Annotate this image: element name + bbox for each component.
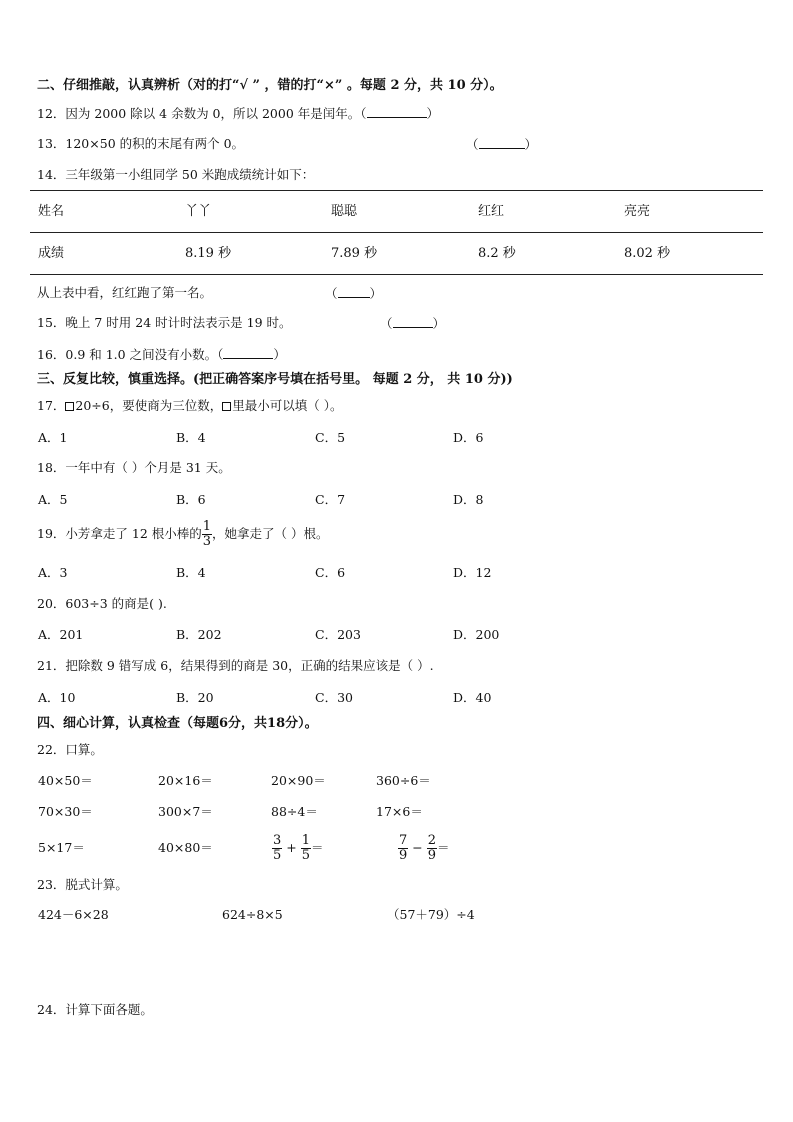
option-d[interactable]: D．12 <box>453 565 492 580</box>
question-21: 21．把除数 9 错写成 6，结果得到的商是 30，正确的结果应该是（ ）. <box>37 658 434 673</box>
fraction <box>427 834 437 863</box>
step-calc-problem: 624÷8×5 <box>222 907 283 922</box>
table-cell: 成绩 <box>38 246 65 261</box>
step-calc-problem: 424－6×28 <box>38 907 109 922</box>
option-b[interactable]: B．202 <box>176 627 222 642</box>
equals-sign: ＝ <box>311 840 324 855</box>
table-cell: 8.2 秒 <box>478 246 516 261</box>
answer-blank[interactable] <box>367 105 427 118</box>
question-16-text: 16．0.9 和 1.0 之间没有小数。（ <box>37 347 224 362</box>
blank-box-icon <box>222 402 231 411</box>
paren-open: （ <box>325 286 338 301</box>
question-15-answer <box>380 315 445 332</box>
fraction-numerator: 1 <box>301 833 311 848</box>
paren-close: ） <box>432 316 446 331</box>
question-12 <box>37 105 439 122</box>
fraction-denominator: 5 <box>273 848 282 863</box>
question-17-text-2: 里最小可以填（ ）。 <box>232 398 343 413</box>
paren-open: （ <box>380 316 393 331</box>
equals-sign: ＝ <box>437 840 450 855</box>
question-20: 20．603÷3 的商是( ). <box>37 596 167 611</box>
option-d[interactable]: D．8 <box>453 492 484 507</box>
option-a[interactable]: A．201 <box>38 627 84 642</box>
table-header-cell: 红红 <box>478 204 505 219</box>
fraction-difference-problem <box>398 828 450 868</box>
table-top-rule <box>30 190 763 191</box>
fraction-denominator: 5 <box>301 848 311 863</box>
question-18: 18．一年中有（ ）个月是 31 天。 <box>37 460 231 475</box>
option-d[interactable]: D．40 <box>453 690 492 705</box>
option-d[interactable]: D．200 <box>453 627 500 642</box>
oral-problem: 40×80＝ <box>158 840 213 855</box>
section-3-heading: 三、反复比较，慎重选择。(把正确答案序号填在括号里。 每题 2 分， 共 10 分)) <box>37 372 513 387</box>
fraction-one-third <box>202 520 212 549</box>
table-mid-rule <box>30 232 763 233</box>
oral-problem: 20×90＝ <box>271 773 326 788</box>
option-a[interactable]: A．10 <box>38 690 76 705</box>
question-14-conclusion: 从上表中看，红红跑了第一名。 <box>37 285 213 300</box>
table-cell: 8.19 秒 <box>185 246 232 261</box>
option-b[interactable]: B．4 <box>176 430 206 445</box>
fraction-denominator: 9 <box>427 848 437 863</box>
option-b[interactable]: B．20 <box>176 690 214 705</box>
fraction <box>301 834 311 863</box>
question-14: 14．三年级第一小组同学 50 米跑成绩统计如下： <box>37 167 315 182</box>
question-19-text: 19．小芳拿走了 12 根小棒的 <box>37 526 202 541</box>
table-header-cell: 亮亮 <box>624 204 651 219</box>
step-calc-problem: （57＋79）÷4 <box>387 907 475 922</box>
option-c[interactable]: C．203 <box>315 627 361 642</box>
oral-problem: 17×6＝ <box>376 804 423 819</box>
table-bottom-rule <box>30 274 763 275</box>
fraction-denominator: 3 <box>202 534 212 549</box>
answer-blank[interactable] <box>223 346 273 359</box>
table-cell: 8.02 秒 <box>624 246 671 261</box>
oral-problem: 20×16＝ <box>158 773 213 788</box>
option-b[interactable]: B．6 <box>176 492 206 507</box>
question-16-close: ） <box>273 347 286 362</box>
fraction-sum-problem <box>272 828 324 868</box>
fraction-numerator: 1 <box>202 519 212 534</box>
oral-problem: 70×30＝ <box>38 804 93 819</box>
table-header-cell: 聪聪 <box>331 204 358 219</box>
question-15: 15．晚上 7 时用 24 时计时法表示是 19 时。 <box>37 315 292 330</box>
question-19-text-2: ，她拿走了（ ）根。 <box>212 526 329 541</box>
fraction-denominator: 9 <box>399 848 408 863</box>
oral-problem: 360÷6＝ <box>376 773 431 788</box>
option-a[interactable]: A．3 <box>38 565 68 580</box>
option-c[interactable]: C．5 <box>315 430 346 445</box>
question-13-answer <box>466 136 537 153</box>
operator: − <box>412 840 423 855</box>
answer-blank[interactable] <box>479 136 525 149</box>
question-14-answer <box>325 285 382 302</box>
question-22: 22．口算。 <box>37 742 103 757</box>
paren-open: （ <box>466 137 479 152</box>
fraction-numerator: 3 <box>273 833 282 848</box>
question-19 <box>37 519 329 549</box>
operator: + <box>286 840 297 855</box>
question-17-number: 17． <box>37 398 66 413</box>
table-cell: 7.89 秒 <box>331 246 378 261</box>
option-a[interactable]: A．5 <box>38 492 68 507</box>
fraction-numerator: 2 <box>427 833 437 848</box>
question-23: 23．脱式计算。 <box>37 877 128 892</box>
question-12-close: ） <box>426 106 440 121</box>
question-24: 24．计算下面各题。 <box>37 1002 153 1017</box>
section-4-heading: 四、细心计算，认真检查（每题6分，共18分）。 <box>37 716 318 731</box>
blank-box-icon <box>65 402 74 411</box>
paren-close: ） <box>369 286 383 301</box>
option-c[interactable]: C．30 <box>315 690 353 705</box>
fraction <box>272 834 282 863</box>
oral-problem: 88÷4＝ <box>271 804 318 819</box>
question-17 <box>37 398 342 414</box>
table-header-cell: 姓名 <box>38 204 65 219</box>
fraction-numerator: 7 <box>399 833 408 848</box>
answer-blank[interactable] <box>338 285 370 298</box>
option-c[interactable]: C．7 <box>315 492 346 507</box>
question-13: 13．120×50 的积的末尾有两个 0。 <box>37 136 245 151</box>
question-17-text: 20÷6，要使商为三位数， <box>75 398 223 413</box>
option-c[interactable]: C．6 <box>315 565 346 580</box>
question-16 <box>37 346 286 363</box>
table-header-cell: 丫丫 <box>185 204 212 219</box>
option-b[interactable]: B．4 <box>176 565 206 580</box>
option-d[interactable]: D．6 <box>453 430 484 445</box>
oral-problem: 5×17＝ <box>38 840 85 855</box>
answer-blank[interactable] <box>393 315 433 328</box>
fraction <box>398 834 408 863</box>
option-a[interactable]: A．1 <box>38 430 68 445</box>
question-12-text: 12．因为 2000 除以 4 余数为 0，所以 2000 年是闰年。（ <box>37 106 367 121</box>
oral-problem: 300×7＝ <box>158 804 213 819</box>
section-2-heading: 二、仔细推敲，认真辨析（对的打“√ ” ，错的打“×” 。每题 2 分，共 10 分）。 <box>37 78 503 93</box>
oral-problem: 40×50＝ <box>38 773 93 788</box>
paren-close: ） <box>524 137 538 152</box>
